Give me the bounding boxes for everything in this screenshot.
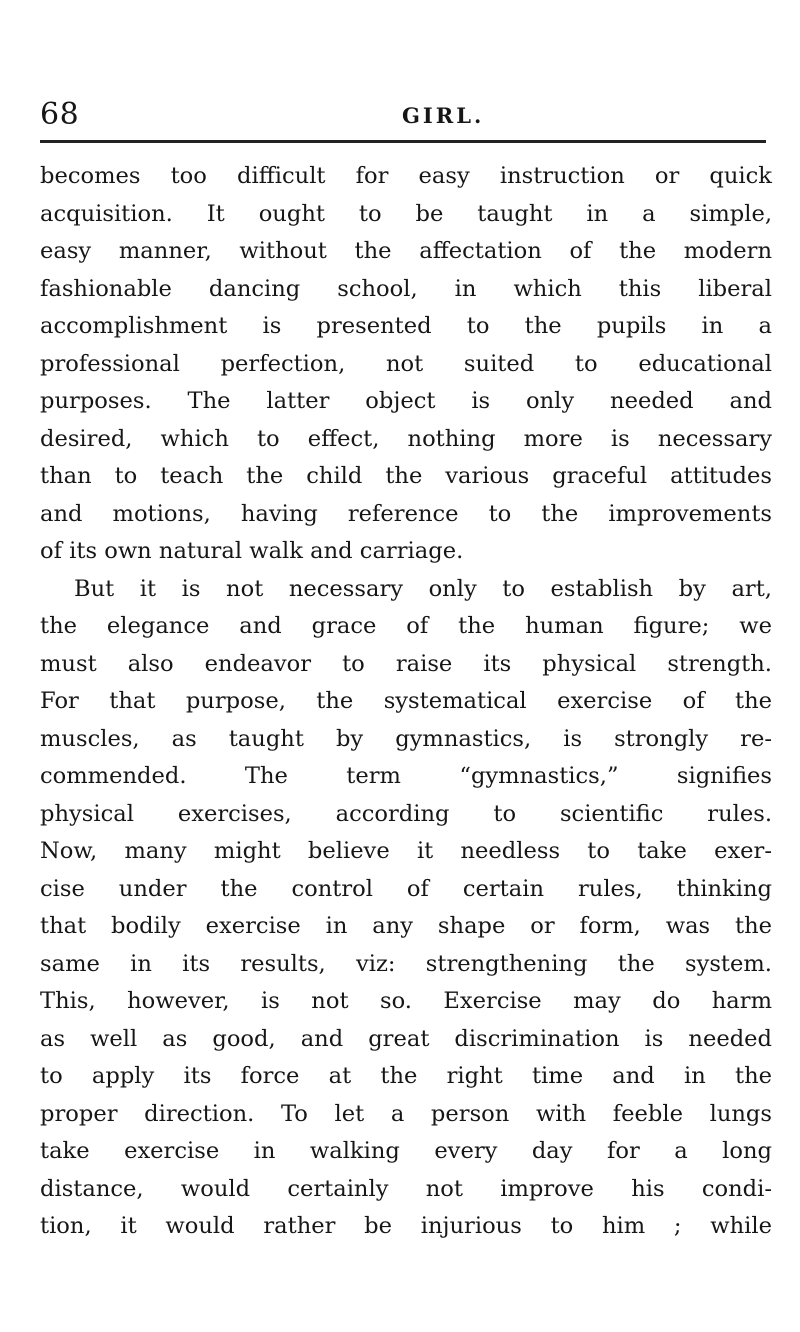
header-rule [40, 140, 766, 143]
text-line: the elegance and grace of the human figure; we [40, 613, 772, 639]
text-line: muscles, as taught by gymnastics, is strongly re- [40, 725, 772, 752]
text-line: Now, many might believe it needless to take exer- [40, 838, 772, 864]
text-line: as well as good, and great discrimination is needed [40, 1025, 772, 1052]
text-line: This, however, is not so. Exercise may do harm [40, 988, 772, 1014]
text-line: becomes too difficult for easy instruction or quick [40, 163, 772, 189]
page-number: 68 [40, 97, 80, 132]
text-line: distance, would certainly not improve his condi- [40, 1175, 772, 1202]
text-line: take exercise in walking every day for a long [40, 1138, 772, 1164]
text-line: But it is not necessary only to establish by art, [74, 575, 772, 602]
text-line: commended. The term “gymnastics,” signifies [40, 763, 772, 789]
text-line: proper direction. To let a person with feeble lungs [40, 1100, 772, 1127]
text-line: physical exercises, according to scientific rules. [40, 800, 772, 827]
text-line: than to teach the child the various graceful attitudes [40, 463, 772, 489]
text-line: that bodily exercise in any shape or form, was the [40, 913, 772, 939]
text-line: purposes. The latter object is only needed and [40, 388, 772, 414]
text-line: professional perfection, not suited to educational [40, 350, 772, 377]
text-line: fashionable dancing school, in which this liberal [40, 275, 772, 302]
text-line: For that purpose, the systematical exercise of the [40, 688, 772, 714]
text-line: and motions, having reference to the improvements [40, 500, 772, 527]
text-line: desired, which to effect, nothing more is necessary [40, 425, 772, 452]
text-line: to apply its force at the right time and in the [40, 1063, 772, 1089]
text-line: tion, it would rather be injurious to him ; while [40, 1213, 772, 1239]
text-line: of its own natural walk and carriage. [40, 538, 464, 564]
page-header [40, 97, 766, 140]
text-line: same in its results, viz: strengthening the system. [40, 950, 772, 977]
text-line: must also endeavor to raise its physical strength. [40, 650, 772, 677]
text-line: acquisition. It ought to be taught in a simple, [40, 200, 772, 227]
text-line: cise under the control of certain rules, thinking [40, 875, 772, 902]
text-line: accomplishment is presented to the pupils in a [40, 313, 772, 339]
text-line: easy manner, without the affectation of the modern [40, 238, 772, 264]
running-head: GIRL. [402, 103, 485, 128]
body-text [40, 158, 772, 1246]
